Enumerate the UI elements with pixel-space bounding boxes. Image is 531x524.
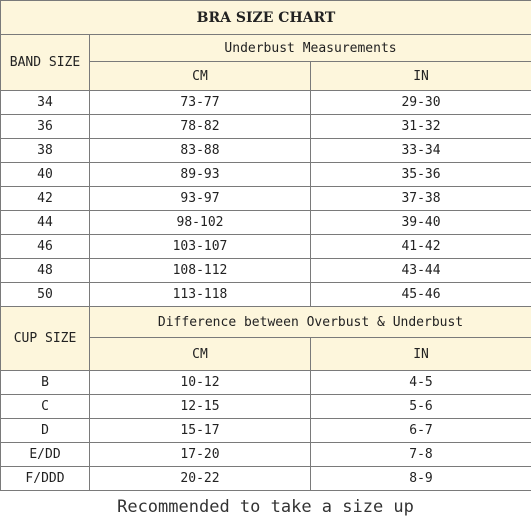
band-row (1, 211, 531, 235)
cup-cm-cell: 12-15 (90, 395, 311, 419)
band-row (1, 235, 531, 259)
band-row (1, 187, 531, 211)
cup-in-cell: 4-5 (311, 371, 531, 395)
cup-size-cell: C (1, 395, 90, 419)
band-in-cell: 39-40 (311, 211, 531, 235)
band-size-cell: 40 (1, 163, 90, 187)
cup-size-cell: F/DDD (1, 467, 90, 491)
band-cm-cell: 83-88 (90, 139, 311, 163)
cup-cm-header: CM (90, 338, 311, 371)
band-cm-cell: 113-118 (90, 283, 311, 307)
band-in-cell: 33-34 (311, 139, 531, 163)
band-size-header: BAND SIZE (1, 35, 90, 91)
cup-cm-cell: 17-20 (90, 443, 311, 467)
band-size-cell: 36 (1, 115, 90, 139)
band-size-cell: 48 (1, 259, 90, 283)
band-in-cell: 43-44 (311, 259, 531, 283)
band-cm-header: CM (90, 62, 311, 91)
band-size-cell: 50 (1, 283, 90, 307)
band-in-header: IN (311, 62, 531, 91)
cup-in-cell: 8-9 (311, 467, 531, 491)
cup-header-row (1, 307, 531, 338)
cup-in-cell: 6-7 (311, 419, 531, 443)
band-cm-cell: 103-107 (90, 235, 311, 259)
cup-size-cell: E/DD (1, 443, 90, 467)
cup-cm-cell: 15-17 (90, 419, 311, 443)
cup-row (1, 443, 531, 467)
band-size-cell: 38 (1, 139, 90, 163)
title-row (1, 1, 531, 35)
cup-row (1, 395, 531, 419)
band-cm-cell: 78-82 (90, 115, 311, 139)
difference-header: Difference between Overbust & Underbust (90, 307, 531, 338)
band-in-cell: 37-38 (311, 187, 531, 211)
band-header-row (1, 35, 531, 62)
chart-title: BRA SIZE CHART (1, 1, 531, 35)
cup-row (1, 371, 531, 395)
band-size-cell: 44 (1, 211, 90, 235)
band-size-cell: 46 (1, 235, 90, 259)
band-row (1, 115, 531, 139)
cup-size-cell: D (1, 419, 90, 443)
underbust-header: Underbust Measurements (90, 35, 531, 62)
cup-cm-cell: 20-22 (90, 467, 311, 491)
band-cm-cell: 73-77 (90, 91, 311, 115)
band-size-cell: 34 (1, 91, 90, 115)
band-in-cell: 31-32 (311, 115, 531, 139)
band-row (1, 139, 531, 163)
band-cm-cell: 93-97 (90, 187, 311, 211)
cup-in-cell: 7-8 (311, 443, 531, 467)
band-cm-cell: 108-112 (90, 259, 311, 283)
band-in-cell: 41-42 (311, 235, 531, 259)
size-up-note: Recommended to take a size up (117, 497, 414, 517)
band-cm-cell: 89-93 (90, 163, 311, 187)
cup-cm-cell: 10-12 (90, 371, 311, 395)
cup-in-cell: 5-6 (311, 395, 531, 419)
band-in-cell: 29-30 (311, 91, 531, 115)
cup-size-header: CUP SIZE (1, 307, 90, 371)
band-row (1, 163, 531, 187)
band-cm-cell: 98-102 (90, 211, 311, 235)
band-in-cell: 35-36 (311, 163, 531, 187)
band-in-cell: 45-46 (311, 283, 531, 307)
band-row (1, 259, 531, 283)
band-row (1, 283, 531, 307)
cup-row (1, 467, 531, 491)
cup-row (1, 419, 531, 443)
band-row (1, 91, 531, 115)
cup-size-cell: B (1, 371, 90, 395)
cup-in-header: IN (311, 338, 531, 371)
band-size-cell: 42 (1, 187, 90, 211)
